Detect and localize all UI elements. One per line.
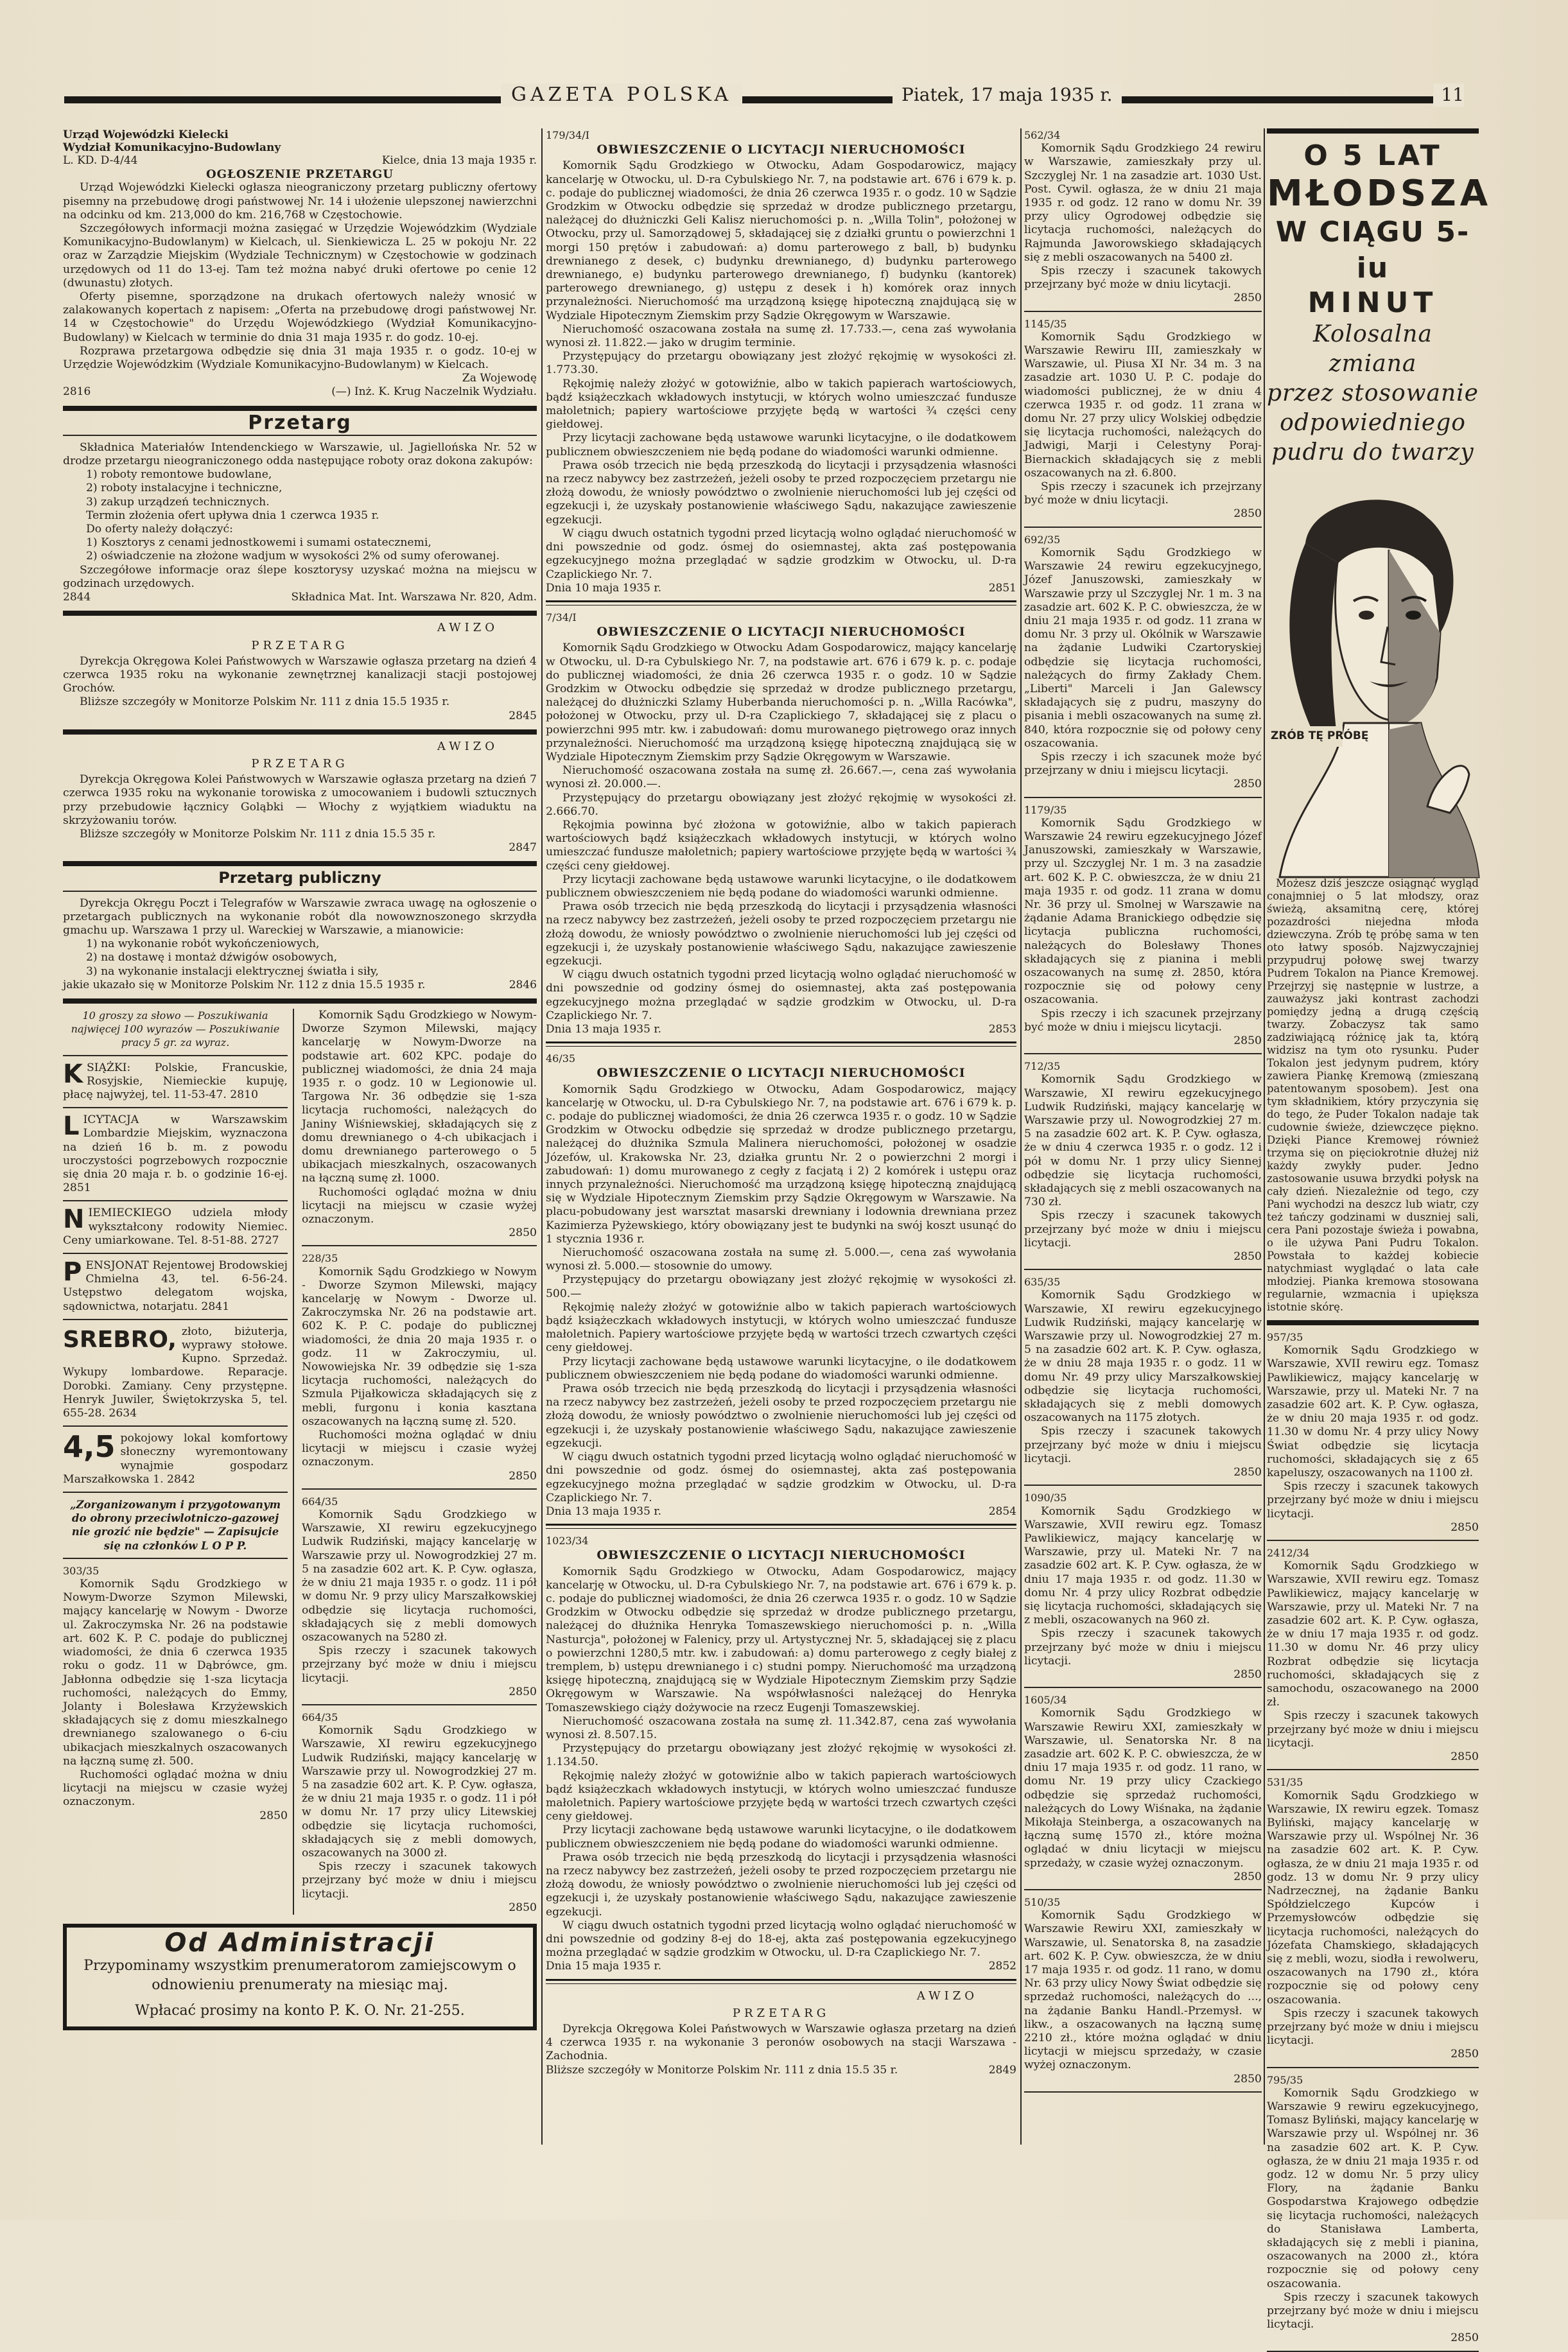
paragraph: Rękojmię należy złożyć w gotowiźnie, albo w takich papierach wartościowych, bądź książeczkach wkładowych instytucji, w których wolno umieszczać fundusze małoletnich; papiery wartościowe przyjęte będą w wartości ¾ części ceny giełdowej. (546, 377, 1016, 431)
awizo-label: AWIZO (916, 1989, 978, 2003)
paragraph: Spis rzeczy i szacunek takowych przejrzany być może w dniu i miejscu licytacji. (1267, 1480, 1479, 1520)
signature-line: Za Wojewodę (462, 372, 537, 385)
paragraph: Rękojmię należy złożyć w gotowiźnie albo w takich papierach wartościowych bądź książeczkach wkładowych instytucji, w których wolno umieszczać fundusze małoletnich. Papiery wartościowe przyjęte będą w wartości trzech czwartych części ceny giełdowej. (546, 1769, 1016, 1824)
auction-notice (1024, 128, 1262, 306)
paragraph: Bliższe szczegóły w Monitorze Polskim Nr. 111 z dnia 15.5 1935 r. (80, 695, 450, 709)
ad-number: 2850 (1450, 1520, 1479, 1534)
case-number: 692/35 (1024, 533, 1061, 546)
list-item: 3) na wykonanie instalacji elektrycznej światła i siły, (86, 964, 379, 978)
paragraph: Spis rzeczy i szacunek takowych przejrzany być może w dniu i miejscu licytacji. (1024, 1425, 1262, 1465)
notice-date: Dnia 15 maja 1935 r. (546, 1960, 661, 1973)
paragraph: Spis rzeczy i szacunek takowych przejrzany być może w dniu i miejscu licytacji. (302, 1644, 537, 1685)
divider (63, 1319, 288, 1320)
paragraph: Komornik Sądu Grodzkiego w Warszawie 24 rewiru egzekucyjnego, Józef Januszowski, zamieszkały w Warszawie przy ul Szczyglej Nr. 1 m. 3 na zasadzie art. 602 K. P. C. obwieszcza, że w dniu 21 maja 1935 r. od godz. 11 zrana w domu Nr. 3 przy ul. Okólnik w Warszawie na żądanie Ludwiki Czartoryskiej odbędzie się licytacja ruchomości, należących do firmy Zakłady Chem. „Liberti" Marceli i Jan Galewscy składających się z pudru, maszyny do pisania i mebli oszacowanych na sumę zł. 840, która rozpocznie się od połowy ceny oszacowania. (1024, 546, 1262, 750)
divider (546, 1524, 1016, 1529)
ad-number: 2850 (1233, 1034, 1262, 1047)
classified-ad (63, 1206, 288, 1248)
paragraph: Bliższe szczegóły w Monitorze Polskim Nr. 111 z dnia 15.5 35 r. (546, 2063, 898, 2077)
paragraph: Urząd Wojewódzki Kielecki ogłasza nieograniczony przetarg publiczny ofertowy pisemny na przebudowę drogi państwowej Nr. 14 i ułożenie ulepszonej nawierzchni na odcinku od km. 213,000 do km. 216,768 w Częstochowie. (63, 181, 537, 222)
paragraph: Dyrekcja Okręgowa Kolei Państwowych w Warszawie ogłasza przetarg na dzień 4 czerwca 1935 roku na wykonanie zewnętrznej kanalizacji stacji postojowej Grochów. (63, 654, 537, 695)
divider (1024, 1889, 1262, 1890)
paragraph: Ruchomości oglądać można w dniu licytacji na miejscu w czasie wyżej oznaczonym. (302, 1185, 537, 1226)
divider (63, 1425, 288, 1427)
paragraph: Przystępujący do przetargu obowiązany jest złożyć rękojmię w wysokości zł. 500.— (546, 1273, 1016, 1300)
paragraph: Szczegółowych informacji można zasięgać w Urzędzie Wojewódzkim (Wydziale Komunikacyjno-Budowlanym) w Kielcach, ul. Sienkiewicza L. 25 w pokoju Nr. 22 oraz w Zarządzie Miejskim (Wydziale Technicznym) w Częstochowie w godzinach urzędowych od 11 do 13-ej. Tam też można nabyć druki ofertowe po cenie 12 (dwunastu) złotych. (63, 222, 537, 290)
notice-title: OBWIESZCZENIE O LICYTACJI NIERUCHOMOŚCI (597, 1066, 966, 1081)
small-ads-column (63, 1009, 294, 1915)
auction-notice (1024, 317, 1262, 521)
ad-number: 2810 (230, 1088, 259, 1101)
ad-text: ICYTACJA w Warszawskim Lombardzie Miejskim, wyznaczona na dzień 16 b. m. z powodu uroczystości pogrzebowych rozpocznie się dnia 20 maja r. b. o godzinie 16-ej. (63, 1113, 288, 1181)
ad-number: 2850 (509, 1901, 537, 1914)
list-item: 2) na dostawę i montaż dźwigów osobowych, (86, 951, 338, 964)
paragraph: Możesz dziś jeszcze osiągnąć wygląd conajmniej o 5 lat młodszy, oraz świeżą, aksamitną cerę, której pozazdrości niejedna młoda dziewczyna. Zrób tę próbę sama w ten oto łatwy sposób. Najzwyczajniej przypudruj połowę swej twarzy Pudrem Tokalon na Piance Kremowej. Przejrzyj się następnie w lustrze, a zauważysz jaki kontrast zachodzi pomiędzy jedną a drugą częścią twarzy. Zobaczysz tak samo zadziwiającą różnicę jak ta, którą widzisz na tym oto rysunku. Puder Tokalon jest jedynym pudrem, który zawiera Piankę Kremową (zmieszaną patentowanym sposobem). Jest ona tym składnikiem, który przyczynia się do tego, że Puder Tokalon nadaje tak cudownie świeże, dziewczęce piękno. Dzięki Piance Kremowej również trzyma się on pięciokrotnie dłużej niż każdy zwykły puder. Jedno zastosowanie usuwa brzydki połysk na cały dzień. Niezależnie od tego, czy Pani wychodzi na deszcz lub wiatr, czy też tańczy godzinami w duszniej sali, cera Pani pozostaje świeża i powabna, o ile używa Pani Pudru Tokalon. Powstała to każdej kobiecie natychmiast wyglądać o lata całe młodziej. Pianka kremowa stosowana regularnie, wzmacnia i upiększa istotnie skórę. (1267, 877, 1479, 1313)
auction-notice (1024, 1693, 1262, 1884)
paragraph: Komornik Sądu Grodzkiego w Otwocku, Adam Gospodarowicz, mający kancelarję w Otwocku, ul. D-ra Cybulskiego Nr. 7, na podstawie art. 676 i 679 k. p. c. podaje do publicznej wiadomości, że dnia 26 czerwca 1935 r. o godz. 10 w Sądzie Grodzkim w Otwocku odbędzie się sprzedaż w drodze publicznego przetargu, należącej do dłużniczki Geli Kalisz nieruchomości p. n. „Willa Tolin", położonej w Otwocku, przy ul. Samorządowej 5, składającej się z działki gruntu o powierzchni 1 morgi 150 prętów i zabudowań: a) domu parterowego z ball, b) budynku drewnianego z desek, c) budynku drewnianego, d) budynku parterowego drewnianego, e) budynku parterowego drewnianego, f) budynku (kantorek) parterowego drewnianego, g) ustępu z desek i h) komórek oraz innych przynależności. Nieruchomość ma urządzoną księgę hipoteczną znajdującą się w Wydziale Hipotecznym Ziemskim przy Sądzie Okręgowym w Warszawie. (546, 159, 1016, 322)
paragraph: Ruchomości można oglądać w dniu licytacji w miejscu i czasie wyżej oznaczonym. (302, 1429, 537, 1469)
ad-number: 2851 (63, 1181, 91, 1195)
newspaper-title: GAZETA POLSKA (501, 83, 742, 107)
paragraph: W ciągu dwuch ostatnich tygodni przed licytacją wolno oglądać nieruchomość w dni powszednie od godziny ósmej do osiemnastej, akta zaś postępowania egzekucyjnego można przeglądać w sądzie grodzkim w Otwocku, ul. D-ra Czaplickiego Nr. 7. (546, 968, 1016, 1022)
paragraph: Rękojmia powinna być złożona w gotowiźnie, albo w takich papierach wartościowych bądź książeczkach wkładowych instytucji, w których wolno umieszczać fundusze małoletnich; papiery wartościowe przyjęte będą w wartości ¾ części ceny giełdowej. (546, 818, 1016, 873)
divider (1267, 2351, 1479, 2352)
ad-text: IEMIECKIEGO udziela młody wykształcony rodowity Niemiec. Ceny umiarkowane. Tel. 8-51-88. (63, 1206, 288, 1247)
section-banner: Przetarg (248, 411, 352, 434)
divider (1024, 311, 1262, 312)
administration-title: Od Administracji (164, 1928, 435, 1958)
ad-body (1267, 877, 1479, 1314)
paragraph: Komornik Sądu Grodzkiego w Warszawie Rewiru XXI, zamieszkały w Warszawie, ul. Senatorska Nr. 8 na zasadzie art. 602 K. P. C. obwieszcza, że w dniu 17 maja 1935 r. od godz. 11 rano, w domu Nr. 19 przy ulicy Czackiego odbędzie się sprzedaż ruchomości, należących do Lowy Wiśnaka, na żądanie Mikołaja Steinberga, a oszacowanych na łączną sumę 1570 zł., które można oglądać w dniu licytacji w miejscu sprzedaży, w czasie wyżej oznaczonym. (1024, 1707, 1262, 1870)
auction-notice (1024, 533, 1262, 792)
paragraph: Spis rzeczy i szacunek takowych przejrzany być może w dniu i miejscu licytacji. (1024, 1209, 1262, 1250)
ad-number: 2849 (988, 2063, 1016, 2077)
auction-notice (1267, 1330, 1479, 1535)
list-item: 1) roboty remontowe budowlane, (86, 468, 272, 482)
case-number: 7/34/I (546, 611, 577, 623)
masthead (64, 83, 1464, 107)
lopp-slogan: „Zorganizowanym i przygotowanym do obrony przeciwlotniczo-gazowej nie grozić nie będzie" — Zapisujcie się na członków L O P P. (69, 1499, 281, 1552)
list-item: 2) roboty instalacyjne i techniczne, (86, 482, 283, 495)
ad-subheadline: Kolosalna zmiana (1313, 321, 1433, 377)
announcement-date: Kielce, dnia 13 maja 1935 r. (381, 154, 537, 167)
divider (1267, 1540, 1479, 1541)
paragraph: Komornik Sądu Grodzkiego w Otwocku Adam Gospodarowicz, mający kancelarję w Otwocku, ul. D-ra Cybulskiego Nr. 7, na podstawie art. 676 i 679 k. p. c. podaje do publicznej wiadomości, że dnia 26 czerwca 1935 r. o godz. 10 w Sądzie Grodzkim w Otwocku odbędzie się sprzedaż w drodze publicznego przetargu, należącej do dłużniczki Szlamy Huberbanda nieruchomości p. n. „Willa Racówka", położonej w Otwocku, przy ul. D-ra Czaplickiego 7, składającej się z placu o powierzchni 995 mtr. kw. i zabudowań: domu murowanego piętrowego oraz innych przynależności. Nieruchomość ma urządzoną księgę hipoteczną znajdującą się w Wydziale Hipotecznym Ziemskim przy Sądzie Okręgowym w Warszawie. (546, 641, 1016, 763)
ad-number: 2854 (988, 1504, 1016, 1518)
divider (1024, 527, 1262, 528)
paragraph: Komornik Sądu Grodzkiego w Warszawie, XI rewiru egzekucyjnego Ludwik Rudziński, mający kancelarję w Warszawie przy ul. Nowogrodzkiej 27 m. 5 na zasadzie 602 art. K. P. Cyw. ogłasza, że w dniu 4 czerwca 1935 r. o godz. 12 i pół w domu Nr. 1 przy ulicy Siennej odbędzie się licytacja ruchomości, składających się z mebli oszacowanych na 730 zł. (1024, 1073, 1262, 1209)
reference-number: L. KD. D-4/44 (63, 154, 138, 167)
ad-number: 2847 (509, 841, 537, 855)
paragraph: Prawa osób trzecich nie będą przeszkodą do licytacji i przysądzenia własności na rzecz nabywcy bez zastrzeżeń, jeżeli osoby te przed rozpoczęciem przetargu nie złożą dowodu, że wniosły powództwo o zwolnienie nieruchomości lub jej części od egzekucji i, że uzyskały postanowienie właściwego Sądu, nakazujące zawieszenie egzekucji. (546, 1382, 1016, 1450)
divider (1267, 1769, 1479, 1770)
case-number: 1179/35 (1024, 803, 1067, 816)
department-name: Wydział Komunikacyjno-Budowlany (63, 141, 281, 154)
auction-notice (1024, 1491, 1262, 1682)
ad-headline: W CIĄGU 5-iu (1275, 216, 1470, 284)
divider (302, 1488, 537, 1490)
ad-number: 2842 (167, 1472, 195, 1486)
ad-number: 2850 (509, 1226, 537, 1240)
paragraph: Spis rzeczy i szacunek takowych przejrzany być może w dniu licytacji. (1024, 265, 1262, 292)
ad-headline: O 5 LAT (1303, 139, 1442, 172)
divider (1024, 797, 1262, 798)
paragraph: W ciągu dwuch ostatnich tygodni przed licytacją wolno oglądać nieruchomość w dni powszednie od godziny 8-ej do 18-ej, akta zaś postępowania egzekucyjnego można przeglądać w sądzie grodzkim w Otwocku, ul. D-ra Czaplickiego Nr. 7. (546, 1919, 1016, 1960)
ad-initial: L (63, 1111, 80, 1142)
divider (63, 611, 537, 616)
column-4 (1267, 128, 1492, 2345)
case-number: 712/35 (1024, 1060, 1061, 1073)
auction-notice (1024, 1275, 1262, 1479)
list-item: Termin złożenia ofert upływa dnia 1 czerwca 1935 r. (86, 509, 379, 522)
payment-account: Wpłacać prosimy na konto P. K. O. Nr. 21-255. (135, 2003, 465, 2019)
ad-number: 2850 (1233, 778, 1262, 791)
auction-notice (546, 1052, 1016, 1519)
ad-number: 2850 (1233, 507, 1262, 521)
notice-date: Dnia 13 maja 1935 r. (546, 1023, 661, 1036)
list-item: 1) na wykonanie robót wykończeniowych, (86, 937, 320, 951)
ad-subheadline: pudru do twarzy (1271, 439, 1474, 466)
case-number: 510/35 (1024, 1895, 1061, 1908)
case-number: 531/35 (1267, 1776, 1303, 1789)
divider (1267, 2067, 1479, 2068)
paragraph: Spis rzeczy i szacunek takowych przejrzany być może w dniu i miejscu licytacji. (1267, 1709, 1479, 1750)
paragraph: Komornik Sądu Grodzkiego w Nowym - Dworze Szymon Milewski, mający kancelarję w Nowym - Dworze ul. Zakroczymska Nr. 26 na podstawie art. 602 K. P. C. podaje do publicznej wiadomości, że dnia 20 maja 1935 r. o godz. 11 w Zakroczymiu, ul. Nowowiejska Nr. 39 odbędzie się 1-sza licytacja ruchomości, należących do Szmula Pijałkowicza składających się z mebli, furgonu i konia kasztana oszacowanych na łączną sumę zł. 520. (302, 1265, 537, 1428)
ad-number: 2850 (1233, 2072, 1262, 2086)
paragraph: Przy licytacji zachowane będą ustawowe warunki licytacyjne, o ile dodatkowem publicznem obwieszczeniem nie będą podane do wiadomości warunki odmienne. (546, 873, 1016, 900)
paragraph: Spis rzeczy i szacunek takowych przejrzany być może w dniu i miejscu licytacji. (302, 1860, 537, 1901)
case-number: 795/35 (1267, 2073, 1303, 2086)
case-number: 664/35 (302, 1495, 338, 1508)
divider (63, 1055, 288, 1056)
divider (63, 1200, 288, 1201)
masthead-rule (64, 96, 1464, 103)
divider (63, 1253, 288, 1254)
notice-date: Dnia 13 maja 1935 r. (546, 1504, 661, 1518)
auction-notice (546, 1534, 1016, 1974)
paragraph: jakie ukazało się w Monitorze Polskim Nr. 112 z dnia 15.5 1935 r. (63, 978, 426, 991)
divider (1024, 1269, 1262, 1270)
classified-ad (63, 1325, 288, 1420)
column-2 (546, 128, 1016, 2145)
section-banner: Przetarg publiczny (218, 869, 381, 887)
paragraph: Komornik Sądu Grodzkiego w Warszawie, IX rewiru egzek. Tomasz Byliński, mający kancelarję w Warszawie przy ul. Wspólnej Nr. 36 na zasadzie 602 art. K. P. Cyw. ogłasza, że w dniu 21 maja 1935 r. od godz. 13 w domu Nr. 9 przy ulicy Nadrzecznej, na żądanie Banku Spółdzielczego Kupców i Przemysłowców odbędzie się licytacja ruchomości, należących do Józefata Chamskiego, składających się z mebli, wozu, siodła i rewolweru, oszacowanych na 1790 zł., która rozpocznie się od połowy ceny oszacowania. (1267, 1789, 1479, 2007)
ad-number: 2816 (63, 385, 91, 399)
urzad-announcement (63, 128, 537, 399)
divider (63, 1492, 288, 1493)
divider (1267, 1320, 1479, 1325)
paragraph: Komornik Sądu Grodzkiego w Otwocku, Adam Gospodarowicz, mający kancelarję w Otwocku, ul. D-ra Cybulskiego Nr. 7, na podstawie art. 676 i 679 k. p. c. podaje do publicznej wiadomości, że dnia 26 czerwca 1935 r. o godz. 10 w Sądzie Grodzkim w Otwocku odbędzie się sprzedaż w drodze publicznego przetargu, należącej do dłużnika Henryka Tomaszewskiego nieruchomości p. n. „Willa Nasturcja", położonej w Falenicy, przy ul. Artystycznej Nr. 5, składającej się z placu o powierzchni 1280,5 mtr. kw. i zabudowań: a) domu parterowego z cegły białej z tremplem, b) ustępu drewnianego i c) studni pompy. Nieruchomość ma urządzoną księgę hipoteczną, znajdującą się w Wydziale Hipotecznym Ziemskim przy Sądzie Okręgowym w Warszawie. Na współwłasności należącej do Henryka Tomaszewskiego ciąży dożywocie na rzecz Eugenji Tomaszewskiej. (546, 1565, 1016, 1714)
divider (546, 1041, 1016, 1047)
ad-number: 2850 (1233, 1870, 1262, 1883)
notice-title: PRZETARG (251, 638, 349, 652)
ad-number: 2850 (1450, 2331, 1479, 2345)
ad-initial: 4,5 (63, 1429, 116, 1465)
auction-notice (1024, 803, 1262, 1049)
paragraph: Komornik Sądu Grodzkiego w Warszawie, XVII rewiru egz. Tomasz Pawlikiewicz, mający kancelarję w Warszawie, przy ul. Mateki Nr. 7 na zasadzie 602 art. K. P. Cyw. ogłasza, że w dniu 20 maja 1935 r. od godz. 11.30 w domu Nr. 4 przy ulicy Nowy Świat odbędzie się licytacja ruchomości, składających się z 65 kapeluszy, oszacowanych na 1100 zł. (1267, 1344, 1479, 1480)
ad-text: SIĄŻKI: Polskie, Francuskie, Rosyjskie, Niemieckie kupuję, płacę najwyżej, tel. 11-53-47. (63, 1061, 288, 1101)
auction-notice (1024, 1895, 1262, 2086)
ad-headline: MINUT (1307, 286, 1438, 319)
ad-number: 2850 (509, 1685, 537, 1698)
case-number: 1605/34 (1024, 1694, 1067, 1707)
divider (63, 1558, 288, 1559)
ad-number: 2852 (988, 1960, 1016, 1973)
ad-initial: SREBRO, (63, 1326, 177, 1353)
auction-notice (546, 611, 1016, 1036)
paragraph: Komornik Sądu Grodzkiego w Warszawie Rewiru XXI, zamieszkały w Warszawie, ul. Senatorska 8, na zasadzie art. 602 K. P. Cyw. obwieszcza, że w dniu 17 maja 1935 r. od godz. 11 rano, w domu Nr. 63 przy ulicy Nowy Świat odbędzie się sprzedaż ruchomości, należących do ..., na żądanie Banku Handl.-Przemysł. w likw., a oszacowanych na łączną sumę 2210 zł., które można oglądać w dniu licytacji w miejscu sprzedaży, w czasie wyżej oznaczonym. (1024, 1909, 1262, 2072)
paragraph: Przy licytacji zachowane będą ustawowe warunki licytacyjne, o ile dodatkowem publicznem obwieszczeniem nie będą podane do wiadomości warunki odmienne. (546, 1355, 1016, 1382)
case-number: 1090/35 (1024, 1492, 1067, 1504)
auction-list (1024, 128, 1262, 2093)
paragraph: Prawa osób trzecich nie będą przeszkodą do licytacji i przysądzenia własności na rzecz nabywcy bez zastrzeżeń, jeżeli osoby te przed rozpoczęciem przetargu nie złożą dowodu, że wniosły powództwo o zwolnienie nieruchomości lub jej części od egzekucji i, że uzyskały postanowienie właściwego Sądu, nakazujące zawieszenie egzekucji. (546, 900, 1016, 968)
paragraph: Komornik Sądu Grodzkiego w Otwocku, Adam Gospodarowicz, mający kancelarję w Otwocku, ul. D-ra Cybulskiego Nr. 7, na podstawie art. 676 i 679 k. p. c. podaje do publicznej wiadomości, że dnia 26 czerwca 1935 r. o godz. 10 w Sądzie Grodzkim w Otwocku odbędzie się sprzedaż w drodze publicznego przetargu, należącej do dłużnika Szmula Malinera nieruchomości, położonej w osadzie Józefów, ul. Krakowska Nr. 23, działka gruntu Nr. 2 o powierzchni 2 morgi i zabudowań: 1) domu murowanego z cegły z facjatą i 2) 2 komórek i ustępu oraz innych przynależności. Nieruchomość ma urządzoną księgę hipoteczną znajdującą się w Wydziale Hipotecznym Ziemskim przy Sądzie Okręgowym w Warszawie. Na placu-pobudowany jest warsztat masarski drewniany i lodownia drewniana przez Kazimierza Pyżewskiego, który obowiązany jest te budynki na swój koszt usunąć do 1 stycznia 1936 r. (546, 1083, 1016, 1246)
signature: (—) Inż. K. Krug Naczelnik Wydziału. (331, 385, 537, 399)
paragraph: Dyrekcja Okręgu Poczt i Telegrafów w Warszawie zwraca uwagę na ogłoszenie o przetargach publicznych na wykonanie robót dla nowowznoszonego skrzydła gmachu up. Warszawa 1 przy ul. Wareckiej w Warszawie, a mianowicie: (63, 896, 537, 937)
divider (1024, 1053, 1262, 1054)
notice-date: Dnia 10 maja 1935 r. (546, 581, 661, 595)
divider (63, 729, 537, 735)
paragraph: Prawa osób trzecich nie będą przeszkodą do licytacji i przysądzenia własności na rzecz nabywcy bez zastrzeżeń, jeżeli osoby te przed rozpoczęciem przetargu nie złożą dowodu, że wniosły powództwo o zwolnienie nieruchomości lub jej części od egzekucji i, że uzyskały postanowienie właściwego Sądu, nakazujące zawieszenie egzekucji. (546, 458, 1016, 527)
paragraph: Nieruchomość oszacowana została na sumę zł. 11.342.87, cena zaś wywołania wynosi zł. 8.507.15. (546, 1714, 1016, 1741)
ad-initial: P (63, 1257, 82, 1287)
paragraph: Szczegółowe informacje oraz ślepe kosztorysy uzyskać można na miejscu w godzinach urzędowych. (63, 563, 537, 590)
divider (63, 435, 537, 436)
paragraph: Nieruchomość oszacowana została na sumę zł. 26.667.—, cena zaś wywołania wynosi zł. 20.000.—. (546, 764, 1016, 791)
ad-number: 2850 (1233, 1250, 1262, 1264)
divider (1267, 128, 1479, 134)
column-3 (1024, 128, 1262, 2145)
ad-number: 2850 (1450, 2048, 1479, 2061)
awizo-label: AWIZO (437, 739, 498, 753)
ad-number: 2850 (1233, 292, 1262, 305)
ad-text: złoto, biżuterja, wyprawy stołowe. Kupno. Sprzedaż. Wykupy lombardowe. Reparacje. Dorobki. Zamiany. Ceny przystępne. Henryk Juwiler, Świętokrzyska 5, tel. 655-28. (63, 1325, 288, 1420)
paragraph: Nieruchomość oszacowana została na sumę zł. 17.733.—, cena zaś wywołania wynosi zł. 11.822.— jako w drugim terminie. (546, 322, 1016, 350)
case-number: 179/34/I (546, 129, 589, 141)
paragraph: W ciągu dwuch ostatnich tygodni przed licytacją wolno oglądać nieruchomość w dni powszednie od godz. ósmej do osiemnastej, akta zaś postępowania egzekucyjnego można przeglądać w sądzie grodzkim w Otwocku, ul. D-ra Czaplickiego Nr. 7. (546, 1450, 1016, 1504)
notice-title: OBWIESZCZENIE O LICYTACJI NIERUCHOMOŚCI (597, 143, 966, 157)
classified-ad (63, 1429, 288, 1486)
paragraph: Prawa osób trzecich nie będą przeszkodą do licytacji i przysądzenia własności na rzecz nabywcy bez zastrzeżeń, jeżeli osoby te przed rozpoczęciem przetargu nie złożą dowodu, że wniosły powództwo o zwolnienie nieruchomości lub jej części od egzekucji i, że uzyskały postanowienie właściwego Sądu, nakazujące zawieszenie egzekucji. (546, 1851, 1016, 1919)
awizo-label: AWIZO (437, 621, 498, 635)
case-number: 1023/34 (546, 1535, 589, 1547)
case-number: 664/35 (302, 1711, 338, 1723)
case-number: 1145/35 (1024, 317, 1067, 330)
paragraph: Komornik Sądu Grodzkiego w Nowym-Dworze Szymon Milewski, mający kancelarję w Nowym-Dworze na podstawie art. 602 KPC. podaje do publicznej wiadomości, że dnia 24 maja 1935 r. o godz. 10 w Legionowie ul. Targowa Nr. 36 odbędzie się 1-sza licytacja ruchomości, należących do Janiny Wiśniewskiej, składających się z domu drewnianego o 4-ch ubikacjach i domu drewnianego parterowego o 5 ubikacjach mieszkalnych, oszacowanych na łączną sumę zł. 1000. (302, 1008, 537, 1185)
auction-notice (1024, 1059, 1262, 1264)
ad-caption: ZRÓB TĘ PRÓBĘ (1271, 729, 1369, 742)
page-number: 11 (1433, 83, 1464, 107)
ad-number: 2846 (509, 978, 537, 991)
divider (546, 600, 1016, 605)
paragraph: Spis rzeczy i szacunek ich przejrzany być może w dniu licytacji. (1024, 480, 1262, 507)
ad-number: 2850 (509, 1469, 537, 1483)
auction-notice (1267, 1775, 1479, 2061)
case-number: 635/35 (1024, 1276, 1061, 1289)
auction-notice (1267, 1546, 1479, 1764)
paragraph: Spis rzeczy i szacunek takowych przejrzany być może w dniu i miejscu licytacji. (1267, 2007, 1479, 2048)
divider (63, 891, 537, 892)
paragraph: Komornik Sądu Grodzkiego w Warszawie, XI rewiru egzekucyjnego Ludwik Rudziński, mający kancelarję w Warszawie przy ul. Nowogrodzkiej 27 m. 5 na zasadzie 602 art. K. P. Cyw. ogłasza, że w dniu 21 maja 1935 r. o godz. 11 i pół w domu Nr. 9 przy ulicy Marszałkowskiej odbędzie się licytacja ruchomości, składających się z mebli domowych oszacowanych na 5280 zł. (302, 1508, 537, 1644)
auction-notice (1267, 2073, 1479, 2346)
paragraph: Komornik Sądu Grodzkiego w Warszawie Rewiru III, zamieszkały w Warszawie, ul. Piusa XI Nr. 34 m. 3 na zasadzie art. 1030 U. P. C. podaje do wiadomości publicznej, że w dniu 4 czerwca 1935 r. od godz. 11 zrana w domu Nr. 27 przy ulicy Wolskiej odbędzie się licytacja ruchomości, należących do Jadwigi, Marji i Celestyny Poraj-Biernackich składających się z mebli oszacowanych na zł. 6.800. (1024, 330, 1262, 480)
ad-initial: K (63, 1059, 83, 1089)
divider (1024, 2091, 1262, 2093)
column-divider (1264, 128, 1265, 2145)
column-1 (63, 128, 537, 2138)
portrait-drawing (1267, 473, 1479, 877)
auction-column (302, 1009, 537, 1915)
auction-notice (546, 128, 1016, 595)
notice-title: PRZETARG (732, 2006, 830, 2020)
paragraph: Komornik Sądu Grodzkiego w Nowym-Dworze Szymon Milewski, mający kancelarję w Nowym - Dworze ul. Zakroczymska Nr. 26 na podstawie art. 602 K. P. C. podaje do publicznej wiadomości, że dnia 6 czerwca 1935 roku o godz. 11 w Dąbrówce, gm. Jabłonna odbędzie się 1-sza licytacja ruchomości, należących do Emmy, Jolanty i Bolesława Krzyżewskich składających się z domu mieszkalnego drewnianego szalowanego o 6-ciu ubikacjach mieszkalnych oszacowanych na łączną sumę zł. 500. (63, 1578, 288, 1768)
paragraph: Przystępujący do przetargu obowiązany jest złożyć rękojmię w wysokości zł. 2.666.70. (546, 791, 1016, 818)
ad-initial: N (63, 1205, 85, 1235)
column-divider (541, 128, 543, 2145)
notice-title: OBWIESZCZENIE O LICYTACJI NIERUCHOMOŚCI (597, 1548, 966, 1563)
paragraph: Bliższe szczegóły w Monitorze Polskim Nr. 111 z dnia 15.5 35 r. (80, 827, 436, 841)
paragraph: Składnica Materiałów Intendenckiego w Warszawie, ul. Jagiellońska Nr. 52 w drodze przetargu nieograniczonego odda następujące roboty oraz dokona zakupów: (63, 440, 537, 468)
list-item: 1) Kosztorys z cenami jednostkowemi i sumami ostatecznemi, (86, 536, 431, 550)
office-name: Urząd Wojewódzki Kielecki (63, 128, 229, 141)
paragraph: Przystępujący do przetargu obowiązany jest złożyć rękojmię w wysokości zł. 1.773.30. (546, 350, 1016, 377)
paragraph: Dyrekcja Okręgowa Kolei Państwowych w Warszawie ogłasza przetarg na dzień 4 czerwca 1935 r. na wykonanie 3 peronów osobowych na stacji Warszawa - Zachodnia. (546, 2023, 1016, 2063)
paragraph: Komornik Sądu Grodzkiego 24 rewiru w Warszawie, zamieszkały przy ul. Szczyglej Nr. 1 na zasadzie art. 1030 Ust. Post. Cywil. ogłasza, że w dniu 21 maja 1935 r. od godz. 12 rano w domu Nr. 39 przy ulicy Ogrodowej odbędzie się licytacja ruchomości, należących do Rajmunda Jaworowskiego składających się z mebli oszacowanych na 5400 zł. (1024, 142, 1262, 264)
case-number: 303/35 (63, 1564, 100, 1577)
ad-number: 2727 (250, 1233, 279, 1247)
divider (63, 861, 537, 866)
ad-number: 2853 (988, 1023, 1016, 1036)
signature: Składnica Mat. Int. Warszawa Nr. 820, Adm. (291, 591, 537, 604)
case-number: 46/35 (546, 1052, 576, 1065)
paragraph: Dyrekcja Okręgowa Kolei Państwowych w Warszawie ogłasza przetarg na dzień 7 czerwca 1935 roku na wykonanie torowiska z umocowaniem i budowli sztucznych przy przebudowie łącznicy Goląbki — Włochy z wyjątkiem wiaduktu na skrzyżowaniu torów. (63, 773, 537, 827)
list-item: Do oferty należy dołączyć: (86, 523, 233, 536)
classified-ad (63, 1061, 288, 1102)
notice-title: PRZETARG (251, 756, 349, 771)
paragraph: Oferty pisemne, sporządzone na drukach ofertowych należy wnosić w zalakowanych kopertach z napisem: „Oferta na przebudowę drogi państwowej Nr. 14 w Częstochowie" do Urzędu Wojewódzkiego (Wydział Komunikacyjno-Budowlany) w Kielcach w terminie do dnia 31 maja 1935 r. do godz. 10-ej. (63, 290, 537, 344)
paragraph: Komornik Sądu Grodzkiego w Warszawie 9 rewiru egzekucyjnego, Tomasz Byliński, mający kancelarję w Warszawie przy ul. Wspólnej nr. 36 na zasadzie 602 art. K. P. Cyw. ogłasza, że w dniu 21 maja 1935 r. od godz. 12 w domu Nr. 5 przy ulicy Flory, na żądanie Banku Gospodarstwa Krajowego odbędzie się licytacja ruchomości, należących do Stanisława Lamberta, składających się z mebli i pianina, oszacowanych na 2000 zł., która rozpocznie się od połowy ceny oszacowania. (1267, 2086, 1479, 2290)
paragraph: Komornik Sądu Grodzkiego w Warszawie, XI rewiru egzekucyjnego Ludwik Rudziński, mający kancelarję w Warszawie przy ul. Nowogrodzkiej 27 m. 5 na zasadzie 602 art. K. P. Cyw. ogłasza, że w dniu 28 maja 1935 r. o godz. 11 w domu Nr. 49 przy ulicy Marszałkowskiej odbędzie się licytacja ruchomości, składających się z mebli domowych oszacowanych na 1175 złotych. (1024, 1289, 1262, 1425)
ad-number: 2841 (201, 1300, 230, 1313)
divider (1024, 1687, 1262, 1688)
paragraph: Spis rzeczy i szacunek takowych przejrzany być może w dniu i miejscu licytacji. (1024, 1627, 1262, 1668)
case-number: 2412/34 (1267, 1547, 1310, 1560)
divider (1024, 1485, 1262, 1486)
paragraph: Komornik Sądu Grodzkiego w Warszawie, XVII rewiru egz. Tomasz Pawlikiewicz, mający kancelarję w Warszawie, przy ul. Mateki Nr. 7 na zasadzie 602 art. K. P. Cyw. ogłasza, że w dniu 17 maja 1935 r. od godz. 11.30 w domu Nr. 46 przy ulicy Rozbrat odbędzie się licytacja ruchomości, składających się z samochodu, oszacowanego na 2000 zł. (1267, 1560, 1479, 1709)
paragraph: Komornik Sądu Grodzkiego w Warszawie, XI rewiru egzekucyjnego Ludwik Rudziński, mający kancelarję w Warszawie przy ul. Nowogrodzkiej 27 m. 5 na zasadzie 602 art. K. P. Cyw. ogłasza, że w dniu 21 maja 1935 r. o godz. 11 i pół w domu Nr. 17 przy ulicy Litewskiej odbędzie się licytacja ruchomości, składających się z mebli domowych, oszacowanych na 3000 zł. (302, 1724, 537, 1860)
woman-portrait-illustration (1267, 473, 1479, 877)
divider (302, 1245, 537, 1246)
case-number: 562/34 (1024, 129, 1061, 141)
paragraph: Komornik Sądu Grodzkiego w Warszawie, XVII rewiru egz. Tomasz Pawlikiewicz, mający kancelarję w Warszawie, przy ul. Mateki Nr. 7 na zasadzie 602 art. K. P. Cyw. ogłasza, że w dniu 17 maja 1935 r. od godz. 11.30 w domu Nr. 4 przy ulicy Rozbrat odbędzie się licytacja ruchomości, składających się z mebli, oszacowanych na 960 zł. (1024, 1504, 1262, 1627)
issue-date: Piatek, 17 maja 1935 r. (893, 83, 1122, 107)
paragraph: Spis rzeczy i ich szacunek może być przejrzany w dniu i miejscu licytacji. (1024, 750, 1262, 778)
administration-notice (63, 1924, 537, 2030)
ad-headline: MŁODSZA (1267, 173, 1492, 214)
ad-subheadline: przez stosowanie (1267, 380, 1479, 406)
announcement-title: OGŁOSZENIE PRZETARGU (206, 168, 394, 182)
ad-number: 2850 (1450, 1750, 1479, 1764)
paragraph: Rękojmię należy złożyć w gotowiźnie albo w takich papierach wartościowych bądź książeczkach wkładowych instytucji, w których wolno umieszczać fundusze małoletnich. Papiery wartościowe przyjęte będą w wartości trzech czwartych części ceny giełdowej. (546, 1300, 1016, 1355)
paragraph: Ruchomości oglądać można w dniu licytacji na miejscu w czasie wyżej oznaczonym. (63, 1768, 288, 1809)
notice-title: OBWIESZCZENIE O LICYTACJI NIERUCHOMOŚCI (597, 625, 966, 640)
ad-number: 2845 (509, 709, 537, 722)
ad-text: pokojowy lokal komfortowy słoneczny wyremontowany wynajmie gospodarz Marszałkowska 1. (63, 1432, 288, 1486)
paragraph: Komornik Sądu Grodzkiego w Warszawie 24 rewiru egzekucyjnego Józef Januszowski, zamieszkały w Warszawie, przy ul. Szczyglej Nr. 1 m. 3 na zasadzie art. 602 K. P. C. obwieszcza, że w dniu 21 maja 1935 r. od godz. 11 zrana w domu Nr. 36 przy ul. Smolnej w Warszawie na żądanie Adama Branickiego odbędzie się licytacja publiczna ruchomości, należących do Bolesławy Thones składających się z pianina i mebli oszacowanych na sumę zł. 2850, która rozpocznie się od połowy ceny oszacowania. (1024, 816, 1262, 1007)
case-number: 228/35 (302, 1252, 338, 1265)
paragraph: Spis rzeczy i szacunek takowych przejrzany być może w dniu i miejscu licytacji. (1267, 2290, 1479, 2331)
classified-ad (63, 1113, 288, 1195)
ad-number: 2634 (109, 1407, 137, 1420)
paragraph: Przy licytacji zachowane będą ustawowe warunki licytacyjne, o ile dodatkowem publicznem obwieszczeniem nie będą podane do wiadomości warunki odmienne. (546, 431, 1016, 458)
paragraph: Rozprawa przetargowa odbędzie się dnia 31 maja 1935 r. o godz. 10-ej w Urzędzie Wojewódzkim (Wydziale Komunikacyjno-Budowlanym) w Kielcach. (63, 344, 537, 372)
divider (63, 406, 537, 411)
paragraph: Przystępujący do przetargu obowiązany jest złożyć rękojmię w wysokości zł. 1.134.50. (546, 1742, 1016, 1769)
divider (63, 1107, 288, 1108)
list-item: 2) oświadczenie na złożone wadjum w wysokości 2% od sumy oferowanej. (86, 550, 500, 563)
paragraph: W ciągu dwuch ostatnich tygodni przed licytacją wolno oglądać nieruchomość w dni powszednie od godz. ósmej do osiemnastej, akta zaś postępowania egzekucyjnego można przeglądać w sądzie grodzkim w Otwocku, ul. D-ra Czaplickiego Nr. 7. (546, 527, 1016, 581)
case-number: 957/35 (1267, 1331, 1303, 1343)
ad-number: 2851 (988, 581, 1016, 595)
tokalon-advertisement (1267, 139, 1492, 1314)
paragraph: Nieruchomość oszacowana została na sumę zł. 5.000.—, cena zaś wywołania wynosi zł. 5.000.— stosownie do umowy. (546, 1246, 1016, 1273)
ad-number: 2850 (259, 1809, 288, 1822)
column-divider (1020, 128, 1022, 2145)
paragraph: Spis rzeczy i ich szacunek przejrzany być może w dniu i miejscu licytacji. (1024, 1007, 1262, 1034)
auction-list (1267, 1330, 1479, 2352)
small-ads-header: 10 groszy za słowo — Poszukiwania najwięcej 100 wyrazów — Poszukiwanie pracy 5 gr. za wyraz. (71, 1009, 280, 1049)
ad-number: 2850 (1233, 1668, 1262, 1681)
list-item: 3) zakup urządzeń technicznych. (86, 495, 270, 509)
divider (63, 998, 537, 1004)
ad-text: ENSJONAT Rejentowej Brodowskiej Chmielna 43, tel. 6-56-24. Ustępstwo delegatom wojska, sądownictwa, notarjatu. (63, 1259, 288, 1313)
ad-subheadline: odpowiedniego (1280, 410, 1466, 436)
ad-number: 2844 (63, 591, 91, 604)
classified-ad (63, 1259, 288, 1314)
divider (302, 1704, 537, 1705)
divider (546, 1979, 1016, 1984)
administration-text: Przypominamy wszystkim prenumeratorom zamiejscowym o odnowieniu prenumeraty na miesiąc maj. (83, 1958, 516, 1994)
ad-number: 2850 (1233, 1466, 1262, 1479)
paragraph: Przy licytacji zachowane będą ustawowe warunki licytacyjne, o ile dodatkowem publicznem obwieszczeniem nie będą podane do wiadomości warunki odmienne. (546, 1824, 1016, 1851)
lower-section (63, 1009, 537, 1915)
